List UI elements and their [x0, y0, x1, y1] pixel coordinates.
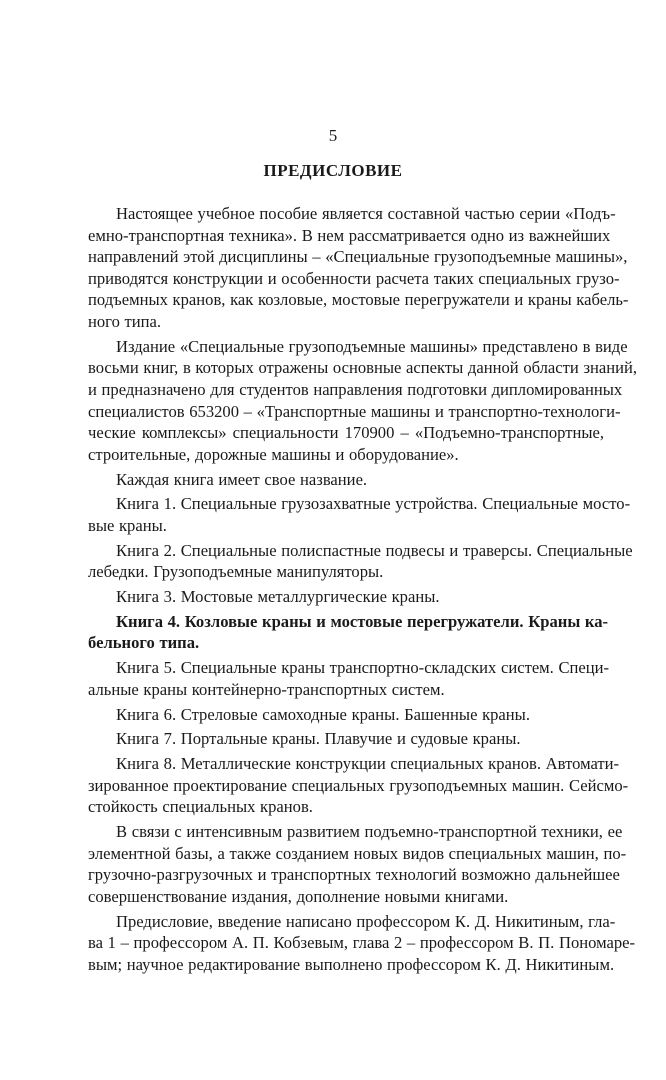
text-line: вые краны.	[88, 515, 167, 535]
paragraph	[88, 586, 604, 608]
text-line: В связи с интенсивным развитием подъемно-транспортной техники, ее	[116, 822, 623, 842]
paragraph	[88, 469, 604, 491]
text-line: специалистов 653200 – «Транспортные машины и транспортно-технологи-	[88, 401, 621, 421]
paragraph	[88, 821, 627, 907]
text-line: Книга 6. Стреловые самоходные краны. Башенные краны.	[116, 704, 530, 724]
text-line: Книга 4. Козловые краны и мостовые перегружатели. Краны ка-	[116, 611, 609, 631]
paragraph	[88, 657, 610, 700]
text-line: зированное проектирование специальных грузоподъемных машин. Сейсмо-	[88, 775, 629, 795]
text-line: лебедки. Грузоподъемные манипуляторы.	[88, 562, 384, 582]
text-line: альные краны контейнерно-транспортных систем.	[88, 679, 445, 699]
page-number: 5	[328, 126, 338, 145]
text-line: Книга 5. Специальные краны транспортно-складских систем. Специ-	[116, 658, 610, 678]
text-line: приводятся конструкции и особенности расчета таких специальных грузо-	[88, 268, 620, 288]
paragraph	[88, 911, 636, 976]
text-line: емно-транспортная техника». В нем рассматривается одно из важнейших	[88, 225, 611, 245]
text-line: Предисловие, введение написано профессором К. Д. Никитиным, гла-	[116, 911, 616, 931]
text-line: ческие комплексы» специальности 170900 – «Подъемно-транспортные,	[88, 423, 604, 443]
paragraph	[88, 336, 638, 466]
text-line: грузочно-разгрузочных и транспортных технологий возможно дальнейшее	[88, 865, 620, 885]
paragraph	[88, 611, 609, 654]
text-line: Книга 7. Портальные краны. Плавучие и судовые краны.	[116, 729, 521, 749]
paragraph	[88, 203, 629, 333]
text-line: Книга 3. Мостовые металлургические краны.	[116, 587, 440, 607]
text-line: Издание «Специальные грузоподъемные машины» представлено в виде	[116, 336, 628, 356]
text-line: Книга 2. Специальные полиспастные подвесы и траверсы. Специальные	[116, 540, 633, 560]
preface-body	[88, 203, 638, 979]
text-line: направлений этой дисциплины – «Специальные грузоподъемные машины»,	[88, 247, 628, 267]
text-line: подъемных кранов, как козловые, мостовые перегружатели и краны кабель-	[88, 290, 629, 310]
text-line: и предназначено для студентов направления подготовки дипломированных	[88, 379, 623, 399]
text-line: восьми книг, в которых отражены основные аспекты данной области знаний,	[88, 358, 638, 378]
text-line: Книга 1. Специальные грузозахватные устройства. Специальные мосто-	[116, 494, 631, 514]
paragraph	[88, 540, 633, 583]
text-line: ного типа.	[88, 311, 162, 331]
text-line: Настоящее учебное пособие является составной частью серии «Подъ-	[116, 204, 616, 223]
text-line: совершенствование издания, дополнение новыми книгами.	[88, 886, 509, 906]
text-line: бельного типа.	[88, 633, 200, 653]
text-line: ва 1 – профессором А. П. Кобзевым, глава 2 – профессором В. П. Пономаре-	[88, 933, 636, 953]
paragraph	[88, 728, 604, 750]
text-line: Каждая книга имеет свое название.	[116, 469, 368, 489]
text-line: элементной базы, а также созданием новых видов специальных машин, по-	[88, 843, 627, 863]
paragraph	[88, 493, 631, 536]
paragraph	[88, 704, 604, 726]
text-line: строительные, дорожные машины и оборудование».	[88, 444, 459, 464]
paragraph	[88, 753, 629, 818]
text-line: Книга 8. Металлические конструкции специальных кранов. Автомати-	[116, 754, 620, 774]
text-line: стойкость специальных кранов.	[88, 797, 313, 817]
page-title: ПРЕДИСЛОВИЕ	[263, 161, 403, 180]
text-line: вым; научное редактирование выполнено профессором К. Д. Никитиным.	[88, 954, 615, 974]
